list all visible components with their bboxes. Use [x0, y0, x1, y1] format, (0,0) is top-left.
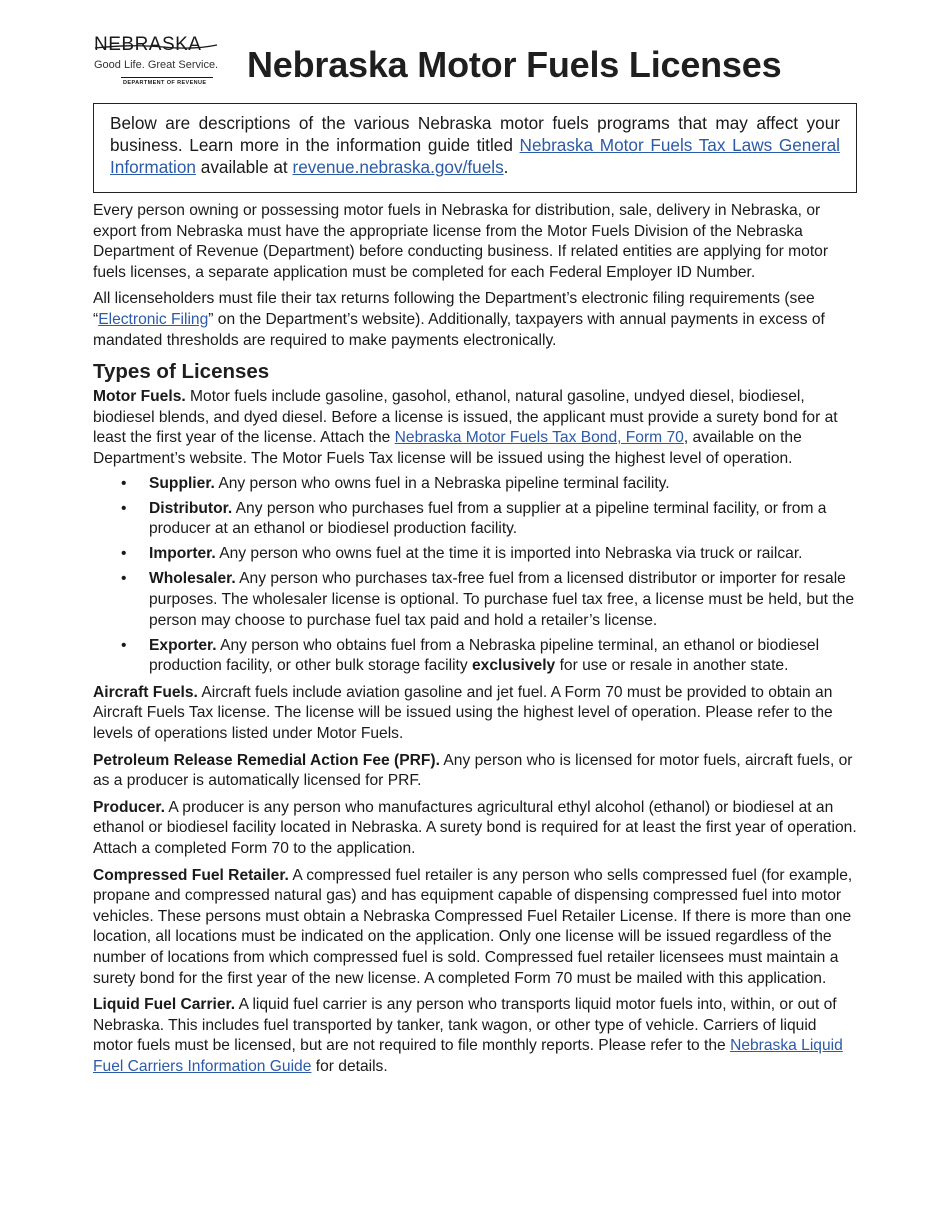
intro-text: Below are descriptions of the various Nebraska motor fuels programs that may affect your business. Learn more in the information guide titled	[110, 113, 840, 155]
liquid-fuel-carriers-guide-link[interactable]: Nebraska Liquid Fuel Carriers Information Guide	[93, 1037, 843, 1075]
header	[93, 32, 857, 94]
paragraph-text: ” on the Department’s website). Additionally, taxpayers with annual payments in excess of mandated thresholds are required to make payments electronically.	[93, 310, 825, 349]
section-label: Aircraft Fuels.	[93, 683, 198, 701]
item-label: Supplier.	[149, 474, 215, 492]
section-label: Producer.	[93, 798, 165, 816]
logo-divider	[121, 77, 213, 78]
section-text: A liquid fuel carrier is any person who transports liquid motor fuels into, within, or out of Nebraska. This includes fuel transported by tanker, tank wagon, or other type of vehicle. Carriers of liquid motor fuels must be licensed, but are not required to file monthly reports. Please refer to the	[93, 996, 837, 1055]
section-text: for details.	[311, 1057, 388, 1075]
intro-box	[93, 103, 857, 193]
item-text: Any person who obtains fuel from a Nebraska pipeline terminal, an ethanol or biodiesel production facility, or other bulk storage facility	[149, 636, 820, 675]
section-label: Compressed Fuel Retailer.	[93, 866, 289, 884]
item-label: Distributor.	[149, 499, 233, 517]
item-text: Any person who purchases fuel from a supplier at a pipeline terminal facility, or from a producer at an ethanol or biodiesel production facility.	[149, 499, 827, 538]
logo-swoosh-icon	[93, 36, 219, 56]
list-item	[93, 569, 857, 631]
bullet-icon: •	[121, 570, 127, 588]
page	[93, 32, 857, 1078]
item-label: Exporter.	[149, 636, 217, 654]
item-text: Any person who owns fuel in a Nebraska pipeline terminal facility.	[214, 474, 670, 492]
bullet-icon: •	[121, 499, 127, 517]
nebraska-logo	[93, 34, 219, 90]
logo-wordmark: NEBRASKA	[94, 34, 202, 55]
item-text: Any person who owns fuel at the time it is imported into Nebraska via truck or railcar.	[215, 545, 803, 563]
general-info-guide-link[interactable]: Nebraska Motor Fuels Tax Laws General Information	[110, 135, 840, 177]
liquid-fuel-carrier-section	[93, 995, 857, 1077]
operation-levels-list	[93, 474, 857, 677]
item-label: Importer.	[149, 545, 216, 563]
section-text: , available on the Department’s website. The Motor Fuels Tax license will be issued using the highest level of operation.	[93, 429, 802, 467]
section-text: Aircraft fuels include aviation gasoline and jet fuel. A Form 70 must be provided to obtain an Aircraft Fuels Tax license. The license will be issued using the highest level of operation. Please refer to the levels of operations listed under Motor Fuels.	[93, 683, 833, 743]
logo-department: DEPARTMENT OF REVENUE	[123, 80, 207, 86]
item-label: Wholesaler.	[149, 570, 236, 588]
intro-text: .	[503, 157, 509, 177]
logo-tagline: Good Life. Great Service.	[94, 59, 219, 71]
section-text: A producer is any person who manufactures agricultural ethyl alcohol (ethanol) or biodiesel at an ethanol or biodiesel facility located in Nebraska. A surety bond is required for at least the first year of operation. Attach a completed Form 70 to the application.	[93, 798, 857, 858]
section-label: Motor Fuels.	[93, 388, 186, 406]
list-item	[93, 499, 857, 540]
bullet-icon: •	[121, 545, 127, 563]
section-text: Any person who is licensed for motor fuels, aircraft fuels, or as a producer is automatically licensed for PRF.	[93, 751, 853, 790]
section-text: Motor fuels include gasoline, gasohol, ethanol, natural gasoline, undyed diesel, biodiesel, biodiesel blends, and dyed diesel. Before a license is issued, the applicant must provide a surety bond for at least the first year of the license. Attach the	[93, 388, 838, 447]
item-emphasis: exclusively	[472, 657, 556, 675]
aircraft-fuels-section	[93, 683, 857, 745]
section-label: Liquid Fuel Carrier.	[93, 996, 236, 1014]
revenue-fuels-link[interactable]: revenue.nebraska.gov/fuels	[292, 157, 504, 177]
license-requirement-paragraph: Every person owning or possessing motor fuels in Nebraska for distribution, sale, delivery in Nebraska, or export from Nebraska must have the appropriate license from the Motor Fuels Division of the Nebraska Department of Revenue (Department) before conducting business. If related entities are applying for motor fuels licenses, a separate application must be completed for each Federal Employer ID Number.	[93, 202, 829, 281]
list-item	[93, 544, 857, 565]
types-of-licenses-heading: Types of Licenses	[93, 360, 270, 384]
electronic-filing-link[interactable]: Electronic Filing	[98, 310, 209, 328]
page-title: Nebraska Motor Fuels Licenses	[247, 44, 782, 85]
prf-section	[93, 751, 857, 792]
paragraph-text: All licenseholders must file their tax returns following the Department’s electronic filing requirements (see “	[93, 290, 815, 328]
intro-text: available at	[195, 157, 293, 177]
section-label: Petroleum Release Remedial Action Fee (PRF).	[93, 751, 440, 769]
electronic-filing-paragraph	[93, 289, 857, 351]
item-text: for use or resale in another state.	[555, 657, 789, 675]
bullet-icon: •	[121, 636, 127, 654]
producer-section	[93, 798, 857, 860]
bond-form-70-link[interactable]: Nebraska Motor Fuels Tax Bond, Form 70	[394, 429, 684, 447]
list-item	[93, 636, 857, 677]
list-item	[93, 474, 857, 495]
section-text: A compressed fuel retailer is any person who sells compressed fuel (for example, propane and compressed natural gas) and has equipment capable of dispensing compressed fuel into motor vehicles. These persons must obtain a Nebraska Compressed Fuel Retailer License. If there is more than one location, all locations must be indicated on the application. Only one license will be issued regardless of the number of locations from which compressed fuel is sold. Compressed fuel retailer licensees must maintain a surety bond for the first year of the new license. A completed Form 70 must be mailed with this application.	[93, 866, 853, 987]
compressed-fuel-retailer-section	[93, 866, 857, 990]
motor-fuels-section	[93, 387, 857, 469]
bullet-icon: •	[121, 474, 127, 492]
item-text: Any person who purchases tax-free fuel from a licensed distributor or importer for resale purposes. The wholesaler license is optional. To purchase fuel tax free, a license must be held, but the person may choose to purchase fuel tax paid and hold a retailer’s license.	[149, 570, 855, 629]
